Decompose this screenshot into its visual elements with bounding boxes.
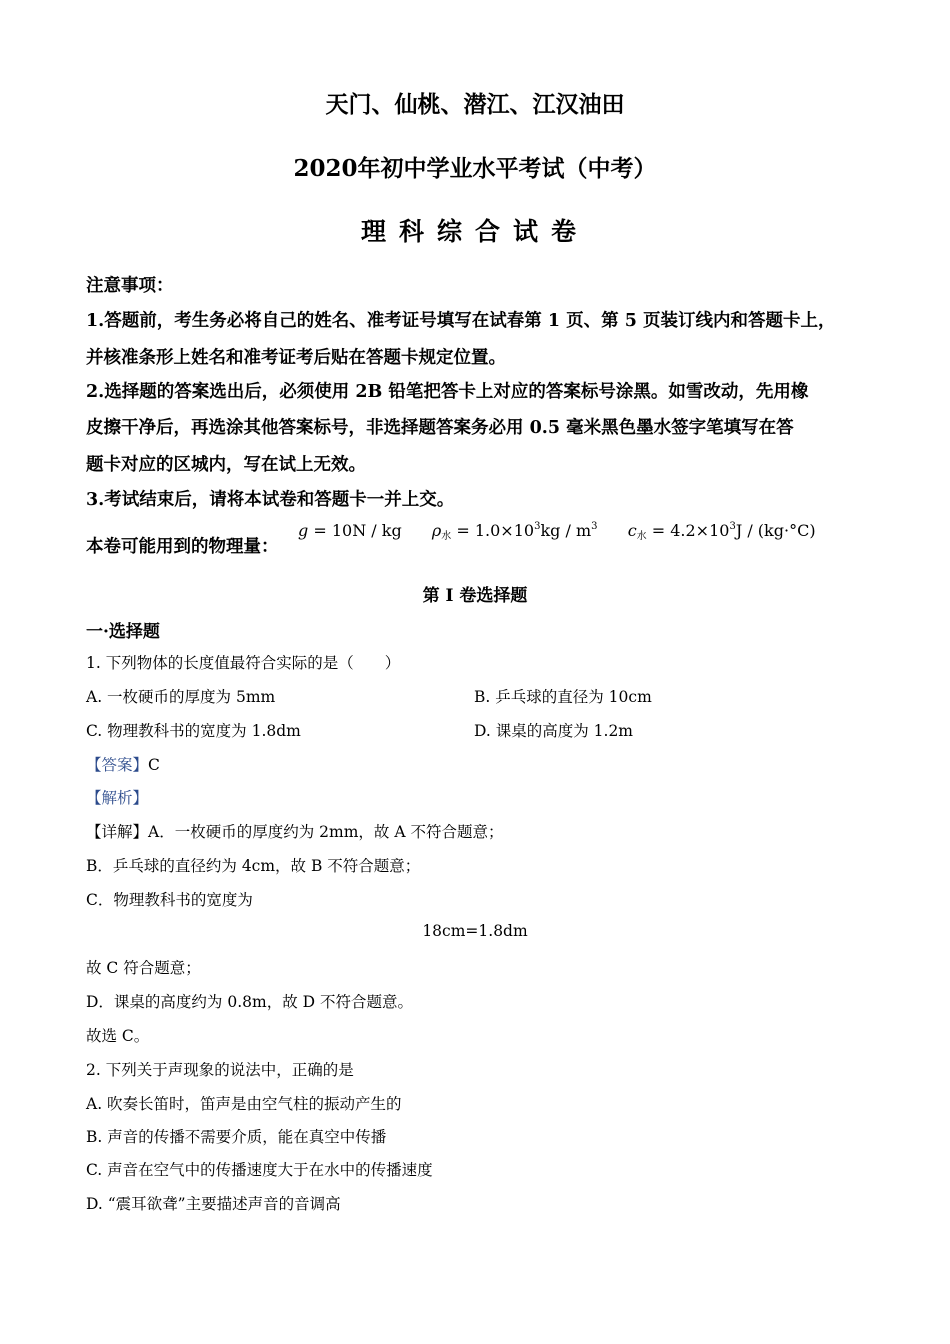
section-title: 第 I 卷选择题 bbox=[422, 586, 528, 606]
part-title: 一·选择题 bbox=[86, 622, 160, 642]
q1-answer bbox=[86, 753, 160, 775]
exam-title-region: 天门、仙桃、潜江、江汉油田 bbox=[325, 91, 625, 118]
rho-unit-exponent: 3 bbox=[591, 521, 598, 532]
q1-option-b: B. 乒乓球的直径为 10cm bbox=[474, 688, 652, 706]
q1-detail-b: B．乒乓球的直径约为 4cm，故 B 不符合题意； bbox=[86, 857, 421, 875]
rho-symbol: ρ bbox=[431, 521, 442, 540]
g-value: = 10N / kg bbox=[308, 521, 402, 540]
notes-line-3: 2.选择题的答案选出后，必须使用 2B 铅笔把答卡上对应的答案标号涂黑。如雪改动，先用橡 bbox=[86, 382, 809, 402]
q2-stem: 2. 下列关于声现象的说法中，正确的是 bbox=[86, 1061, 354, 1079]
q2-option-d: D. “震耳欲聋”主要描述声音的音调高 bbox=[86, 1195, 341, 1213]
q2-option-c: C. 声音在空气中的传播速度大于在水中的传播速度 bbox=[86, 1161, 433, 1179]
q2-option-a: A. 吹奏长笛时，笛声是由空气柱的振动产生的 bbox=[86, 1095, 402, 1113]
notes-line-2: 并核准条形上姓名和准考证考后贴在答题卡规定位置。 bbox=[86, 348, 506, 368]
detail-label: 【详解】 bbox=[86, 823, 149, 841]
q1-detail-c2: 故 C 符合题意； bbox=[86, 959, 201, 977]
q1-equation: 18cm=1.8dm bbox=[422, 922, 528, 940]
q1-detail-d: D．课桌的高度约为 0.8m，故 D 不符合题意。 bbox=[86, 993, 413, 1011]
exam-title-year: 2020年初中学业水平考试（中考） bbox=[293, 155, 657, 182]
rho-exponent: 3 bbox=[534, 521, 541, 532]
q1-conclusion: 故选 C。 bbox=[86, 1027, 150, 1045]
c-unit: J / (kg·°C) bbox=[735, 521, 816, 540]
c-symbol: c bbox=[627, 521, 637, 540]
notes-line-6: 3.考试结束后，请将本试卷和答题卡一并上交。 bbox=[86, 490, 455, 510]
detail-a-text: A．一枚硬币的厚度约为 2mm，故 A 不符合题意； bbox=[148, 823, 504, 841]
notes-line-1: 1.答题前，考生务必将自己的姓名、准考证号填写在试春第 1 页、第 5 页装订线内和答题卡上， bbox=[86, 311, 836, 331]
c-exponent: 3 bbox=[729, 521, 736, 532]
rho-unit: kg / m bbox=[540, 521, 592, 540]
q1-option-d: D. 课桌的高度为 1.2m bbox=[474, 722, 634, 740]
rho-subscript: 水 bbox=[441, 531, 452, 542]
c-subscript: 水 bbox=[636, 531, 647, 542]
q1-stem: 1. 下列物体的长度值最符合实际的是（ ） bbox=[86, 654, 401, 672]
q1-option-c: C. 物理教科书的宽度为 1.8dm bbox=[86, 722, 301, 740]
rho-value: = 1.0×10 bbox=[451, 521, 535, 540]
exam-title-subject: 理科综合试卷 bbox=[360, 217, 589, 246]
notes-line-4: 皮擦干净后，再选涂其他答案标号，非选择题答案务必用 0.5 毫米黑色墨水签字笔填写在答 bbox=[86, 418, 794, 438]
q2-option-b: B. 声音的传播不需要介质，能在真空中传播 bbox=[86, 1128, 387, 1146]
c-value: = 4.2×10 bbox=[646, 521, 730, 540]
constants-label: 本卷可能用到的物理量： bbox=[86, 537, 279, 557]
answer-value: C bbox=[148, 756, 160, 774]
g-symbol: g bbox=[298, 521, 309, 540]
q1-option-a: A. 一枚硬币的厚度为 5mm bbox=[86, 688, 276, 706]
answer-label: 【答案】 bbox=[86, 756, 149, 774]
analysis-label: 【解析】 bbox=[86, 789, 149, 807]
notes-heading: 注意事项： bbox=[86, 276, 174, 296]
physics-constants-formula bbox=[298, 521, 816, 542]
q1-detail-a bbox=[86, 820, 503, 842]
q1-detail-c: C．物理教科书的宽度为 bbox=[86, 891, 253, 909]
notes-line-5: 题卡对应的区城内，写在试上无效。 bbox=[86, 455, 366, 475]
